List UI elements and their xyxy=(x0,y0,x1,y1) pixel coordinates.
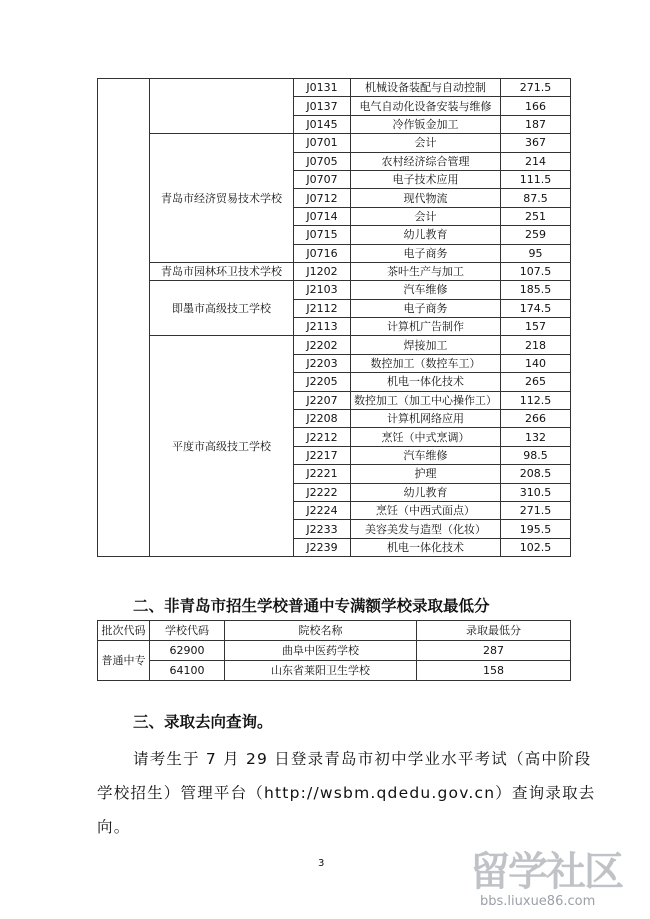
table-header-row xyxy=(98,621,571,641)
major-code-cell: J0716 xyxy=(294,244,351,262)
major-name-cell: 数控加工（数控车工） xyxy=(351,354,501,372)
major-name-cell: 机械设备装配与自动控制 xyxy=(351,79,501,97)
major-code-cell: J2112 xyxy=(294,299,351,317)
score-cell: 195.5 xyxy=(501,520,571,538)
major-code-cell: J2233 xyxy=(294,520,351,538)
batch-cell: 普通中专 xyxy=(98,641,150,681)
table-row xyxy=(98,336,571,354)
school-name-cell: 曲阜中医药学校 xyxy=(225,641,417,661)
major-code-cell: J2205 xyxy=(294,373,351,391)
major-code-cell: J2222 xyxy=(294,483,351,501)
score-cell: 140 xyxy=(501,354,571,372)
watermark-logo: 留学社区 xyxy=(470,849,622,895)
score-cell: 112.5 xyxy=(501,391,571,409)
school-name-cell: 青岛市经济贸易技术学校 xyxy=(150,134,294,263)
major-name-cell: 机电一体化技术 xyxy=(351,373,501,391)
score-cell: 102.5 xyxy=(501,538,571,556)
score-cell: 158 xyxy=(417,661,571,681)
major-code-cell: J2239 xyxy=(294,538,351,556)
admission-table-2 xyxy=(97,620,571,681)
major-code-cell: J2202 xyxy=(294,336,351,354)
school-name-cell: 平度市高级技工学校 xyxy=(150,336,294,557)
score-cell: 208.5 xyxy=(501,465,571,483)
page-number: 3 xyxy=(318,858,325,869)
score-cell: 367 xyxy=(501,134,571,152)
major-name-cell: 护理 xyxy=(351,465,501,483)
major-name-cell: 电气自动化设备安装与维修 xyxy=(351,97,501,115)
score-cell: 185.5 xyxy=(501,281,571,299)
major-name-cell: 电子商务 xyxy=(351,244,501,262)
school-name-cell: 山东省莱阳卫生学校 xyxy=(225,661,417,681)
header-school-name: 院校名称 xyxy=(225,621,417,641)
major-name-cell: 焊接加工 xyxy=(351,336,501,354)
score-cell: 174.5 xyxy=(501,299,571,317)
major-name-cell: 茶叶生产与加工 xyxy=(351,262,501,280)
score-cell: 265 xyxy=(501,373,571,391)
score-cell: 259 xyxy=(501,226,571,244)
score-cell: 287 xyxy=(417,641,571,661)
table-row xyxy=(98,134,571,152)
query-paragraph xyxy=(97,742,597,844)
major-name-cell: 计算机网络应用 xyxy=(351,410,501,428)
admission-table-1 xyxy=(97,78,571,557)
school-code-cell: 62900 xyxy=(150,641,225,661)
major-code-cell: J0714 xyxy=(294,207,351,225)
major-code-cell: J2103 xyxy=(294,281,351,299)
score-cell: 111.5 xyxy=(501,170,571,188)
score-cell: 98.5 xyxy=(501,446,571,464)
school-name-cell xyxy=(150,79,294,134)
score-cell: 271.5 xyxy=(501,501,571,519)
major-name-cell: 电子商务 xyxy=(351,299,501,317)
query-paragraph-text: 请考生于 7 月 29 日登录青岛市初中学业水平考试（高中阶段学校招生）管理平台（http://wsbm.qdedu.gov.cn）查询录取去向。 xyxy=(97,750,596,836)
major-name-cell: 会计 xyxy=(351,207,501,225)
score-cell: 87.5 xyxy=(501,189,571,207)
header-min-score: 录取最低分 xyxy=(417,621,571,641)
major-name-cell: 现代物流 xyxy=(351,189,501,207)
major-code-cell: J0131 xyxy=(294,79,351,97)
major-code-cell: J0137 xyxy=(294,97,351,115)
major-code-cell: J2113 xyxy=(294,318,351,336)
major-name-cell: 美容美发与造型（化妆） xyxy=(351,520,501,538)
score-cell: 266 xyxy=(501,410,571,428)
section-2-heading: 二、非青岛市招生学校普通中专满额学校录取最低分 xyxy=(133,597,490,615)
major-code-cell: J0715 xyxy=(294,226,351,244)
score-cell: 187 xyxy=(501,115,571,133)
score-cell: 107.5 xyxy=(501,262,571,280)
school-name-cell: 即墨市高级技工学校 xyxy=(150,281,294,336)
school-name-cell: 青岛市园林环卫技术学校 xyxy=(150,262,294,280)
major-code-cell: J2212 xyxy=(294,428,351,446)
major-code-cell: J0701 xyxy=(294,134,351,152)
batch-cell xyxy=(98,79,150,557)
table-row xyxy=(98,79,571,97)
score-cell: 271.5 xyxy=(501,79,571,97)
major-name-cell: 机电一体化技术 xyxy=(351,538,501,556)
major-name-cell: 汽车维修 xyxy=(351,281,501,299)
score-cell: 166 xyxy=(501,97,571,115)
major-name-cell: 汽车维修 xyxy=(351,446,501,464)
section-3-heading: 三、录取去向查询。 xyxy=(133,713,273,731)
major-code-cell: J1202 xyxy=(294,262,351,280)
score-cell: 157 xyxy=(501,318,571,336)
score-cell: 218 xyxy=(501,336,571,354)
major-code-cell: J2221 xyxy=(294,465,351,483)
school-code-cell: 64100 xyxy=(150,661,225,681)
header-batch: 批次代码 xyxy=(98,621,150,641)
table-row xyxy=(98,641,571,661)
major-name-cell: 烹饪（中西式面点） xyxy=(351,501,501,519)
major-code-cell: J2224 xyxy=(294,501,351,519)
major-name-cell: 烹饪（中式烹调） xyxy=(351,428,501,446)
watermark xyxy=(470,850,640,915)
major-code-cell: J0707 xyxy=(294,170,351,188)
major-code-cell: J2208 xyxy=(294,410,351,428)
table-row xyxy=(98,262,571,280)
major-name-cell: 幼儿教育 xyxy=(351,226,501,244)
major-code-cell: J0705 xyxy=(294,152,351,170)
table-row xyxy=(98,661,571,681)
score-cell: 95 xyxy=(501,244,571,262)
major-code-cell: J2203 xyxy=(294,354,351,372)
major-name-cell: 幼儿教育 xyxy=(351,483,501,501)
header-school-code: 学校代码 xyxy=(150,621,225,641)
score-cell: 310.5 xyxy=(501,483,571,501)
major-code-cell: J2207 xyxy=(294,391,351,409)
major-name-cell: 数控加工（加工中心操作工） xyxy=(351,391,501,409)
score-cell: 251 xyxy=(501,207,571,225)
score-cell: 214 xyxy=(501,152,571,170)
major-code-cell: J0712 xyxy=(294,189,351,207)
major-name-cell: 电子技术应用 xyxy=(351,170,501,188)
watermark-url: bbs.liuxue86.com xyxy=(480,894,596,909)
score-cell: 132 xyxy=(501,428,571,446)
major-name-cell: 冷作钣金加工 xyxy=(351,115,501,133)
major-code-cell: J0145 xyxy=(294,115,351,133)
major-name-cell: 会计 xyxy=(351,134,501,152)
major-name-cell: 计算机广告制作 xyxy=(351,318,501,336)
major-code-cell: J2217 xyxy=(294,446,351,464)
major-name-cell: 农村经济综合管理 xyxy=(351,152,501,170)
table-row xyxy=(98,281,571,299)
